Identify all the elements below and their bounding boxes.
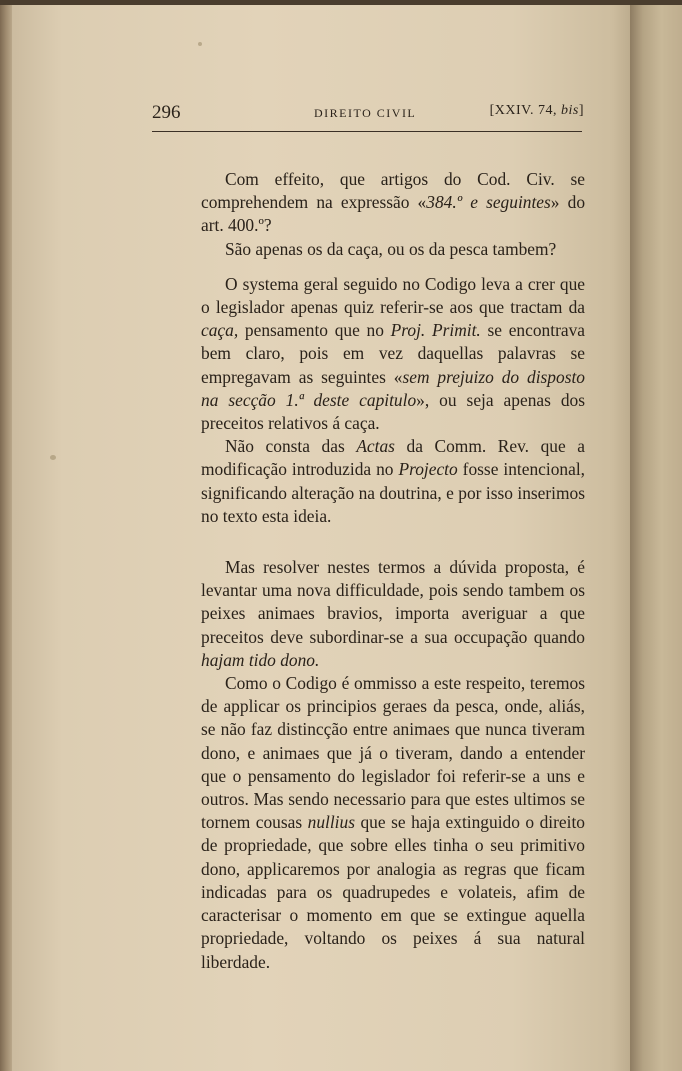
text-run: que se haja extinguido o direito de propriedade, que sobre elles tinha o seu primitivo dono, applicaremos por analogia as regras que ficam indicadas para os quadrupedes e volateis, afim de caracterisar o momento em que se extingue aquella propriedade, voltando os peixes á sua natural liberdade. bbox=[201, 812, 585, 972]
paragraph-5 bbox=[201, 556, 585, 672]
italic-run: sem prejuizo do disposto na secção 1.ª deste capitulo bbox=[201, 366, 585, 410]
text-run: Mas resolver nestes termos a dúvida proposta, é levantar uma nova difficuldade, pois sendo tambem os peixes animaes bravios, importa averiguar a que preceitos deve subordinar-se a sua occupação quando bbox=[201, 557, 585, 647]
text-run: se encontrava bem claro, pois em vez daquellas palavras se empregavam as seguintes « bbox=[201, 320, 585, 387]
text-run: O systema geral seguido no Codigo leva a crer que o legislador apenas quiz referir-se aos que tractam da bbox=[201, 273, 585, 318]
text-run: fosse intencional, significando alteração na doutrina, e por isso inserimos no texto esta ideia. bbox=[201, 459, 585, 526]
paper-spot bbox=[50, 455, 56, 460]
scan-top-edge bbox=[0, 0, 682, 5]
paper-spot bbox=[198, 42, 202, 46]
section-ref-prefix: [XXIV. 74, bbox=[489, 103, 557, 118]
body-text bbox=[201, 168, 585, 974]
section-reference bbox=[490, 103, 584, 119]
text-run: », ou seja apenas dos preceitos relativos á caça. bbox=[201, 389, 585, 434]
running-header bbox=[152, 100, 584, 126]
paragraph-6 bbox=[201, 672, 585, 974]
paragraph-1 bbox=[201, 168, 585, 238]
page-number: 296 bbox=[152, 102, 181, 123]
running-title: DIREITO CIVIL bbox=[314, 106, 417, 120]
header-rule bbox=[152, 131, 582, 132]
facing-page-edge bbox=[630, 0, 682, 1071]
text-run: pensamento que no bbox=[238, 320, 391, 341]
paragraph-gap bbox=[201, 261, 585, 273]
paragraph-4 bbox=[201, 435, 585, 528]
italic-run: Proj. Primit. bbox=[390, 320, 481, 341]
italic-run: caça, bbox=[201, 320, 239, 341]
text-run: » do art. 400.º? bbox=[201, 192, 586, 236]
paragraph-2 bbox=[201, 238, 585, 261]
text-run: Com effeito, que artigos do Cod. Civ. se comprehendem na expressão « bbox=[201, 169, 585, 213]
section-ref-suffix: ] bbox=[578, 103, 584, 118]
italic-run: Actas bbox=[356, 436, 395, 457]
text-run: Como o Codigo é ommisso a este respeito, teremos de applicar os principios geraes da pesca, onde, aliás, se não faz distincção entre animaes que nunca tiveram dono, e animaes que já o tiveram, dando a entender que o pensamento do legislador foi referir-se a uns e outros. Mas sendo necessario para que estes ultimos se tornem cousas bbox=[201, 673, 585, 833]
italic-run: nullius bbox=[307, 812, 355, 833]
italic-run: hajam tido dono. bbox=[201, 649, 320, 670]
section-ref-italic: bis bbox=[560, 103, 579, 118]
italic-run: 384.º e seguintes bbox=[426, 192, 551, 213]
italic-run: Projecto bbox=[398, 459, 458, 480]
text-run: Não consta das bbox=[225, 436, 357, 457]
paragraph-gap bbox=[201, 528, 585, 556]
text-run: da Comm. Rev. que a modificação introduzida no bbox=[201, 436, 585, 480]
text-run: São apenas os da caça, ou os da pesca tambem? bbox=[225, 238, 557, 259]
paragraph-3 bbox=[201, 273, 585, 435]
